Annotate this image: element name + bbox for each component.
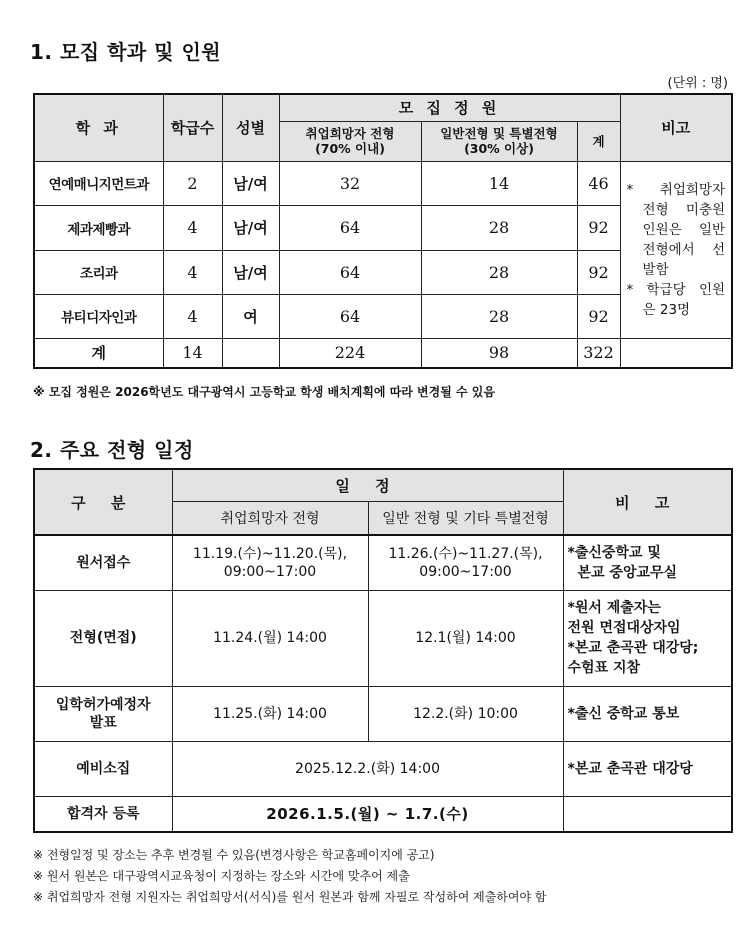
sum-value: 46 [577, 161, 620, 205]
note-line: ※ 취업희망자 전형 지원자는 취업희망서(서식)를 원서 원본과 함께 자필로 작성하여 제출하여야 함 [33, 890, 547, 904]
merged-schedule: 2025.12.2.(화) 14:00 [172, 741, 563, 796]
general-schedule [368, 535, 563, 590]
total-employ: 224 [279, 338, 421, 368]
remark-line: 발함 [642, 261, 669, 278]
header-gender: 성별 [222, 94, 279, 161]
remark-line: 전원 면접대상자임 [567, 620, 681, 636]
note-line: ※ 전형일정 및 장소는 추후 변경될 수 있음(변경사항은 학교홈페이지에 공고) [33, 848, 435, 862]
date-range: 11.26.(수)~11.27.(목), [388, 545, 543, 562]
employ-value: 64 [279, 250, 421, 294]
general-schedule: 12.1(월) 14:00 [368, 590, 563, 686]
employ-value: 64 [279, 294, 421, 338]
dept-name: 뷰티디자인과 [34, 294, 163, 338]
quota-note: ※ 모집 정원은 2026학년도 대구광역시 고등학교 학생 배치계획에 따라 변경될 수 있음 [33, 385, 495, 399]
remark-cell [563, 590, 732, 686]
row-label [34, 686, 172, 741]
general-value: 28 [421, 205, 577, 250]
header-employ [279, 121, 421, 161]
total-classes: 14 [163, 338, 222, 368]
gender-value: 남/여 [222, 250, 279, 294]
remark-cell: *본교 춘곡관 대강당 [563, 741, 732, 796]
employ-value: 64 [279, 205, 421, 250]
table-row [34, 161, 732, 205]
header-employ: 취업희망자 전형 [172, 501, 368, 535]
row-label-line: 발표 [89, 714, 117, 731]
remark-line: * 학급당 인원 [626, 281, 726, 298]
row-label: 예비소집 [34, 741, 172, 796]
remark-line: * 취업희망자 [626, 181, 726, 198]
quota-table [33, 93, 733, 369]
date-range: 11.19.(수)~11.20.(목), [192, 545, 348, 562]
section1-title: 1. 모집 학과 및 인원 [30, 40, 222, 64]
classes-value: 2 [163, 161, 222, 205]
header-remark: 비 고 [563, 469, 732, 535]
sum-value: 92 [577, 250, 620, 294]
row-label: 원서접수 [34, 535, 172, 590]
total-sum: 322 [577, 338, 620, 368]
employ-schedule: 11.25.(화) 14:00 [172, 686, 368, 741]
gender-value: 여 [222, 294, 279, 338]
table-row [34, 741, 732, 796]
header-general: 일반 전형 및 기타 특별전형 [368, 501, 563, 535]
general-value: 14 [421, 161, 577, 205]
table-row [34, 796, 732, 832]
row-label: 전형(면접) [34, 590, 172, 686]
dept-name: 조리과 [34, 250, 163, 294]
row-label: 합격자 등록 [34, 796, 172, 832]
unit-label: (단위 : 명) [667, 76, 728, 91]
note-line: ※ 원서 원본은 대구광역시교육청이 지정하는 장소와 시간에 맞추어 제출 [33, 869, 410, 883]
schedule-table [33, 468, 733, 833]
remark-line: 인원은 일반 [642, 221, 726, 238]
header-employ-label: 취업희망자 전형 [305, 126, 395, 141]
dept-name: 연예매니지먼트과 [34, 161, 163, 205]
remark-cell: *출신 중학교 통보 [563, 686, 732, 741]
general-value: 28 [421, 294, 577, 338]
total-gender-empty [222, 338, 279, 368]
classes-value: 4 [163, 250, 222, 294]
employ-value: 32 [279, 161, 421, 205]
header-general-label: 일반전형 및 특별전형 [440, 126, 558, 141]
dept-name: 제과제빵과 [34, 205, 163, 250]
remark-cell [563, 535, 732, 590]
time-range: 09:00~17:00 [223, 563, 317, 580]
sum-value: 92 [577, 205, 620, 250]
header-remark: 비고 [620, 94, 732, 161]
header-general-sub: (30% 이상) [464, 141, 534, 156]
remark-line: 전형에서 선 [642, 241, 726, 258]
total-label: 계 [34, 338, 163, 368]
header-classes: 학급수 [163, 94, 222, 161]
header-sum: 계 [577, 121, 620, 161]
header-schedule: 일 정 [172, 469, 563, 501]
general-schedule: 12.2.(화) 10:00 [368, 686, 563, 741]
header-dept: 학 과 [34, 94, 163, 161]
remark-line: 은 23명 [642, 301, 691, 318]
header-quota: 모 집 정 원 [279, 94, 620, 121]
employ-schedule: 11.24.(월) 14:00 [172, 590, 368, 686]
table-row [34, 686, 732, 741]
time-range: 09:00~17:00 [419, 563, 512, 580]
classes-value: 4 [163, 205, 222, 250]
remark-empty [563, 796, 732, 832]
classes-value: 4 [163, 294, 222, 338]
remark-line: 수험표 지참 [567, 660, 641, 676]
remark-line: 본교 중앙교무실 [577, 564, 678, 581]
employ-schedule [172, 535, 368, 590]
section2-title: 2. 주요 전형 일정 [30, 438, 194, 462]
row-label-line: 입학허가예정자 [55, 696, 151, 713]
header-general [421, 121, 577, 161]
table-row [34, 590, 732, 686]
gender-value: 남/여 [222, 205, 279, 250]
gender-value: 남/여 [222, 161, 279, 205]
remark-line: *본교 춘곡관 대강당; [567, 640, 699, 656]
header-employ-sub: (70% 이내) [315, 141, 385, 156]
remark-line: *출신중학교 및 [567, 544, 661, 561]
header-category: 구 분 [34, 469, 172, 535]
remark-line: *원서 제출자는 [567, 600, 661, 616]
total-general: 98 [421, 338, 577, 368]
total-row [34, 338, 732, 368]
schedule-notes [33, 845, 546, 908]
remark-line: 전형 미충원 [642, 201, 726, 218]
sum-value: 92 [577, 294, 620, 338]
remark-cell [620, 161, 732, 338]
table-row [34, 535, 732, 590]
merged-schedule: 2026.1.5.(월) ~ 1.7.(수) [172, 796, 563, 832]
total-remark-empty [620, 338, 732, 368]
general-value: 28 [421, 250, 577, 294]
